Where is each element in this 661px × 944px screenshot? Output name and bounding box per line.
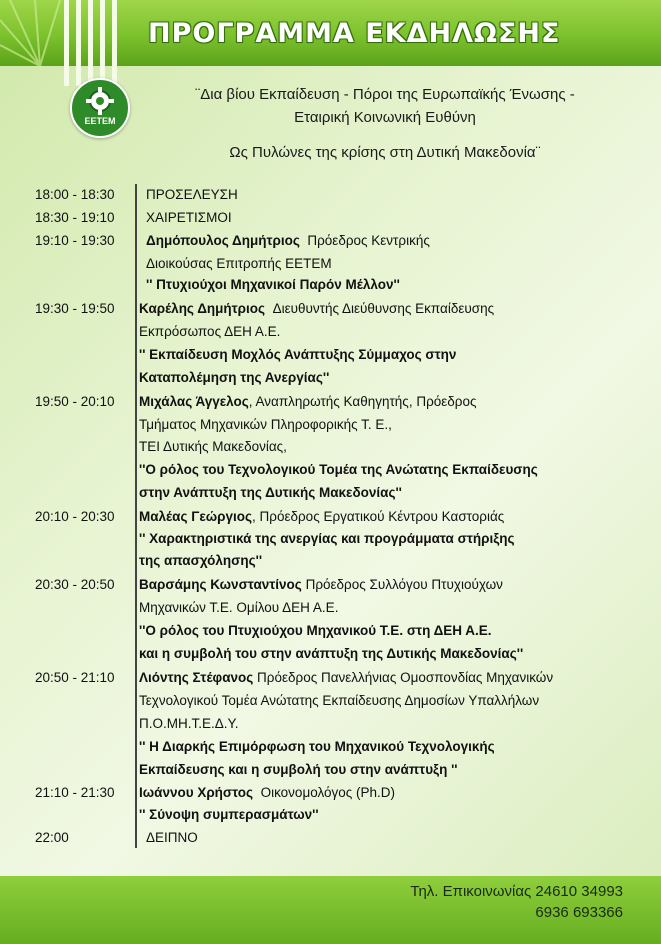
talk-title: στην Ανάπτυξη της Δυτικής Μακεδονίας'' [139,485,402,500]
footer-banner [0,876,661,944]
speaker-name: Μιχάλας Άγγελος [139,394,249,409]
subtitle-line-1: ¨Δια βίου Εκπαίδευση - Πόροι της Ευρωπαϊκής Ένωσης - [195,86,575,103]
speaker-role: Πρόεδρος Συλλόγου Πτυχιούχων [305,577,503,592]
speaker-line [139,394,476,409]
talk-title: '' Η Διαρκής Επιμόρφωση του Μηχανικού Τεχνολογικής [139,739,495,754]
talk-title: ''Ο ρόλος του Πτυχιούχου Μηχανικού Τ.Ε. στη ΔΕΗ Α.Ε. [139,623,492,638]
speaker-name: Ιωάννου Χρήστος [139,785,254,800]
time-slot: 20:50 - 21:10 [35,670,115,685]
speaker-name: Λιόντης Στέφανος [139,670,254,685]
speaker-line [139,670,553,685]
gear-icon [84,86,116,116]
talk-title: '' Πτυχιούχοι Μηχανικοί Παρόν Μέλλον'' [146,277,400,292]
speaker-line [139,301,494,316]
time-slot: 19:30 - 19:50 [35,301,115,316]
speaker-role-cont: Εκπρόσωπος ΔΕΗ Α.Ε. [139,324,281,339]
talk-title: της απασχόλησης'' [139,553,263,568]
speaker-role: Οικονομολόγος (Ph.D) [260,785,396,800]
speaker-name: Καρέλης Δημήτριος [139,301,266,316]
contact-phone-line-2: 6936 693366 [535,904,623,921]
schedule-divider [135,184,137,848]
time-slot: 18:30 - 19:10 [35,210,115,225]
speaker-role-cont: Π.Ο.ΜΗ.Τ.Ε.Δ.Υ. [139,716,239,731]
speaker-role: , Πρόεδρος Εργατικού Κέντρου Καστοριάς [252,509,505,524]
speaker-role: , Αναπληρωτής Καθηγητής, Πρόεδρος [248,394,477,409]
speaker-role-cont: ΤΕΙ Δυτικής Μακεδονίας, [139,439,287,454]
speaker-role-cont: Τεχνολογικού Τομέα Ανώτατης Εκπαίδευσης Δημοσίων Υπαλλήλων [139,693,540,708]
speaker-role-cont: Τμήματος Μηχανικών Πληροφορικής Τ. Ε., [139,417,392,432]
speaker-line [139,785,395,800]
speaker-name: Μαλέας Γεώργιος [139,509,253,524]
page-title: ΠΡΟΓΡΑΜΜΑ ΕΚΔΗΛΩΣΗΣ [148,18,561,49]
decorative-stripes [64,0,134,90]
time-slot: 20:10 - 20:30 [35,509,115,524]
talk-title: '' Σύνοψη συμπερασμάτων'' [139,807,319,822]
time-slot: 21:10 - 21:30 [35,785,115,800]
time-slot: 20:30 - 20:50 [35,577,115,592]
speaker-role: Πρόεδρος Πανελλήνιας Ομοσπονδίας Μηχανικών [257,670,554,685]
speaker-role: Πρόεδρος Κεντρικής [307,233,430,248]
speaker-role: Διευθυντής Διεύθυνσης Εκπαίδευσης [272,301,495,316]
contact-phone-line-1: Τηλ. Επικοινωνίας 24610 34993 [410,883,623,900]
talk-title: Καταπολέμηση της Ανεργίας'' [139,370,330,385]
agenda-item: ΧΑΙΡΕΤΙΣΜΟΙ [146,210,232,225]
speaker-line [139,577,503,592]
logo-text: ΕΕΤΕΜ [84,116,116,126]
speaker-name: Δημόπουλος Δημήτριος [146,233,300,248]
speaker-role-cont: Μηχανικών Τ.Ε. Ομίλου ΔΕΗ Α.Ε. [139,600,339,615]
speaker-name: Βαρσάμης Κωνσταντίνος [139,577,302,592]
talk-title: ''Ο ρόλος του Τεχνολογικού Τομέα της Ανώτατης Εκπαίδευσης [139,462,538,477]
eetem-logo [70,78,130,138]
subtitle-line-2: Εταιρική Κοινωνική Ευθύνη [294,109,476,126]
agenda-item: ΠΡΟΣΕΛΕΥΣΗ [146,187,238,202]
talk-title: '' Εκπαίδευση Μοχλός Ανάπτυξης Σύμμαχος στην [139,347,457,362]
speaker-line [146,233,430,248]
agenda-item: ΔΕΙΠΝΟ [146,830,198,845]
time-slot: 19:10 - 19:30 [35,233,115,248]
speaker-role-cont: Διοικούσας Επιτροπής ΕΕΤΕΜ [146,256,332,271]
talk-title: Εκπαίδευσης και η συμβολή του στην ανάπτυξη '' [139,762,458,777]
subtitle-line-3: Ως Πυλώνες της κρίσης στη Δυτική Μακεδονία¨ [229,144,541,161]
talk-title: '' Χαρακτηριστικά της ανεργίας και προγράμματα στήριξης [139,531,515,546]
time-slot: 18:00 - 18:30 [35,187,115,202]
speaker-line [139,509,504,524]
talk-title: και η συμβολή του στην ανάπτυξη της Δυτικής Μακεδονίας'' [139,646,524,661]
time-slot: 22:00 [35,830,69,845]
time-slot: 19:50 - 20:10 [35,394,115,409]
